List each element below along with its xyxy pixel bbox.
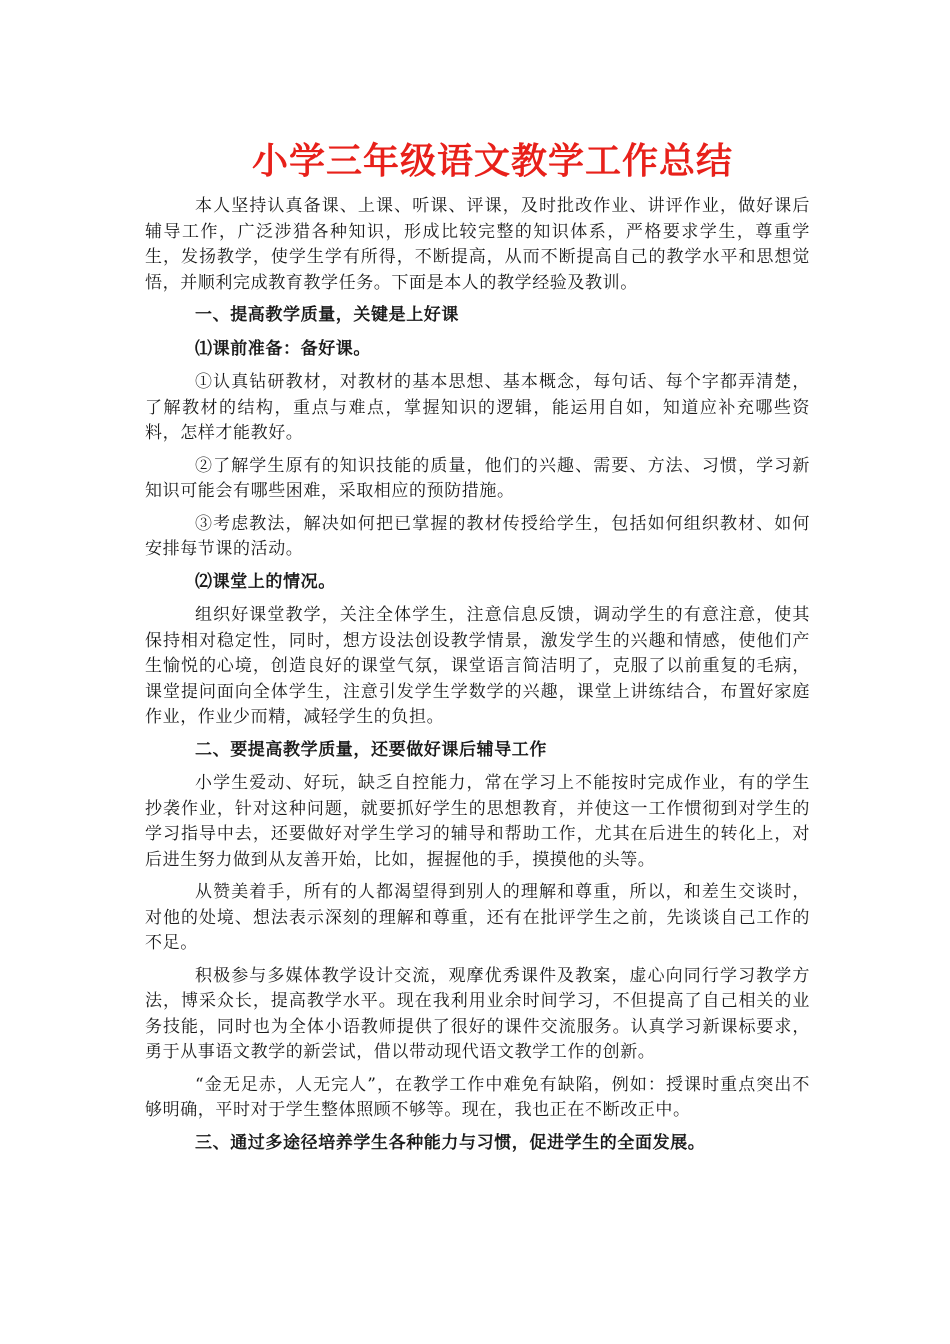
paragraph-study-textbook: ①认真钻研教材，对教材的基本思想、基本概念，每句话、每个字都弄清楚，了解教材的结构，重点与难点，掌握知识的逻辑，能运用自如，知道应补充哪些资料，怎样才能教好。	[145, 372, 810, 443]
paragraph-classroom-teaching: 组织好课堂教学，关注全体学生，注意信息反馈，调动学生的有意注意，使其保持相对稳定性，同时，想方设法创设教学情景，激发学生的兴趣和情感，使他们产生愉悦的心境，创造良好的课堂气氛，课堂语言简洁明了，克服了以前重复的毛病，课堂提问面向全体学生，注意引发学生学数学的兴趣，课堂上讲练结合，布置好家庭作业，作业少而精，减轻学生的负担。	[145, 605, 810, 727]
subsection-heading-classroom: ⑵课堂上的情况。	[195, 571, 336, 592]
intro-paragraph: 本人坚持认真备课、上课、听课、评课，及时批改作业、讲评作业，做好课后辅导工作，广泛涉猎各种知识，形成比较完整的知识体系，严格要求学生，尊重学生，发扬教学，使学生学有所得，不断提高，从而不断提高自己的教学水平和思想觉悟，并顺利完成教育教学任务。下面是本人的教学经验及教训。	[145, 196, 810, 293]
paragraph-shortcomings: “金无足赤，人无完人”，在教学工作中难免有缺陷，例如：授课时重点突出不够明确，平时对于学生整体照顾不够等。现在，我也正在不断改正中。	[145, 1074, 810, 1120]
paragraph-multimedia: 积极参与多媒体教学设计交流，观摩优秀课件及教案，虚心向同行学习教学方法，博采众长，提高教学水平。现在我利用业余时间学习，不但提高了自己相关的业务技能，同时也为全体小语教师提供了很好的课件交流服务。认真学习新课标要求，勇于从事语文教学的新尝试，借以带动现代语文教学工作的创新。	[145, 965, 810, 1062]
paragraph-teaching-method: ③考虑教法，解决如何把已掌握的教材传授给学生，包括如何组织教材、如何安排每节课的活动。	[145, 513, 810, 559]
section-heading-2: 二、要提高教学质量，还要做好课后辅导工作	[195, 739, 547, 760]
paragraph-after-class-tutoring: 小学生爱动、好玩，缺乏自控能力，常在学习上不能按时完成作业，有的学生抄袭作业，针对这种问题，就要抓好学生的思想教育，并使这一工作惯彻到对学生的学习指导中去，还要做好对学生学习的辅导和帮助工作，尤其在后进生的转化上，对后进生努力做到从友善开始，比如，握握他的手，摸摸他的头等。	[145, 773, 810, 870]
document-page	[145, 138, 810, 1164]
subsection-heading-preparation: ⑴课前准备：备好课。	[195, 338, 371, 359]
section-heading-3: 三、通过多途径培养学生各种能力与习惯，促进学生的全面发展。	[195, 1132, 706, 1153]
document-title: 小学三年级语文教学工作总结	[251, 140, 733, 182]
paragraph-know-students: ②了解学生原有的知识技能的质量，他们的兴趣、需要、方法、习惯，学习新知识可能会有哪些困难，采取相应的预防措施。	[145, 455, 810, 501]
paragraph-praise: 从赞美着手，所有的人都渴望得到别人的理解和尊重，所以，和差生交谈时，对他的处境、想法表示深刻的理解和尊重，还有在批评学生之前，先谈谈自己工作的不足。	[145, 882, 810, 953]
section-heading-1: 一、提高教学质量，关键是上好课	[195, 305, 459, 325]
